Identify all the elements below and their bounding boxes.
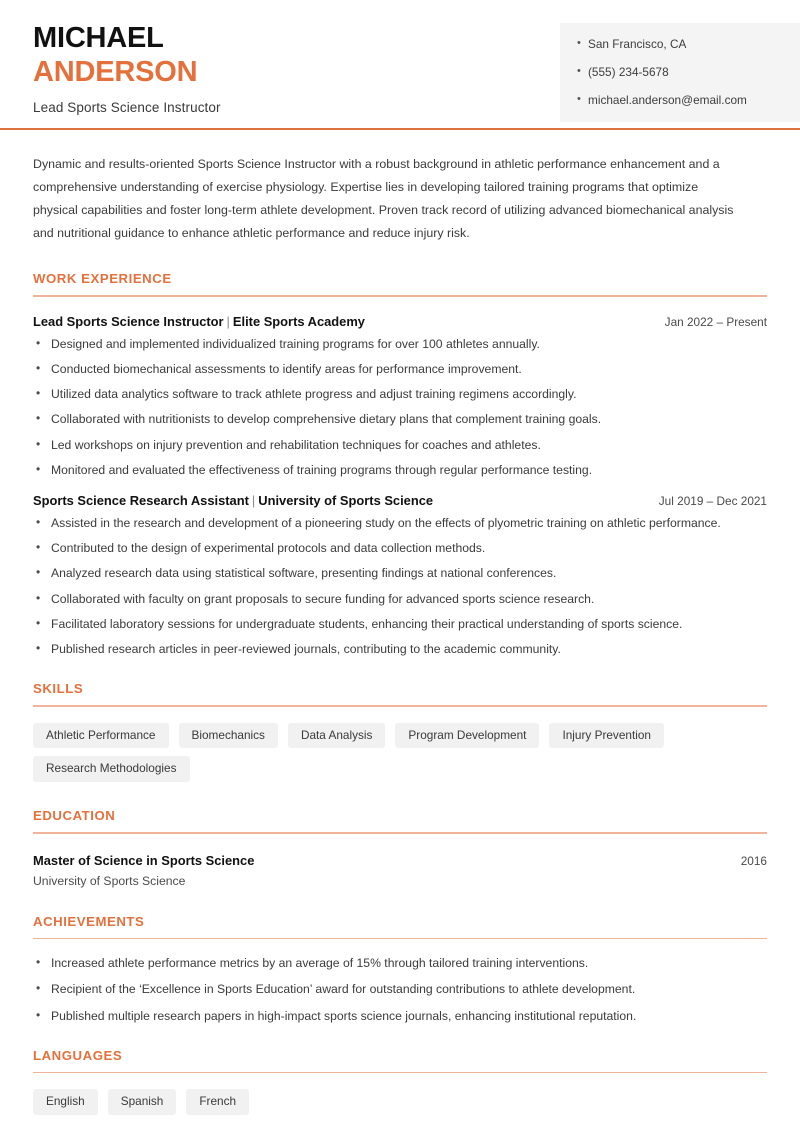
section-achievements [33,914,767,1022]
section-rule [33,832,767,834]
bullet-item: • Analyzed research data using statistical software, presenting findings at national conferences. [33,567,767,579]
bullet-item: • Recipient of the ‘Excellence in Sports Education’ award for outstanding contributions to athlete development. [33,983,767,995]
contact-item-location: • San Francisco, CA [588,39,788,51]
skills-chip-list [33,723,767,783]
experience-role: Lead Sports Science Instructor [33,313,224,329]
education-entry-header [33,853,767,868]
section-rule [33,938,767,940]
skill-chip: Biomechanics [179,723,278,749]
bullet-item: • Designed and implemented individualized training programs for over 100 athletes annually. [33,338,767,350]
experience-title-line [33,314,365,329]
bullet-item: • Led workshops on injury prevention and rehabilitation techniques for coaches and athletes. [33,439,767,451]
bullet-item: • Collaborated with faculty on grant proposals to secure funding for advanced sports science research. [33,593,767,605]
resume-header [0,0,800,130]
languages-chip-list [33,1089,767,1115]
achievements-list [33,957,767,1022]
resume-content [0,153,800,1115]
section-title-work-experience: WORK EXPERIENCE [33,271,172,287]
section-education [33,808,767,888]
section-rule [33,1072,767,1074]
experience-bullets [33,338,767,476]
skill-chip: Injury Prevention [549,723,664,749]
experience-date: Jul 2019 – Dec 2021 [658,493,767,508]
skill-chip: Program Development [395,723,539,749]
section-title-languages: LANGUAGES [33,1047,123,1063]
skill-chip: Data Analysis [288,723,385,749]
contact-box [560,23,800,122]
section-title-achievements: ACHIEVEMENTS [33,913,145,929]
experience-company: University of Sports Science [258,492,434,508]
section-rule [33,705,767,707]
experience-title-line [33,493,433,508]
skill-chip: Research Methodologies [33,756,190,782]
bullet-item: • Conducted biomechanical assessments to identify areas for performance improvement. [33,363,767,375]
section-title-education: EDUCATION [33,808,116,824]
experience-entry-header [33,493,767,508]
bullet-item: • Published multiple research papers in high-impact sports science journals, enhancing institutional reputation. [33,1010,767,1022]
experience-bullets [33,517,767,655]
section-languages [33,1048,767,1115]
contact-list [560,39,800,106]
experience-company: Elite Sports Academy [232,313,365,329]
education-year: 2016 [740,853,767,868]
experience-entry-header [33,314,767,329]
experience-date: Jan 2022 – Present [664,314,767,329]
bullet-item: • Facilitated laboratory sessions for undergraduate students, enhancing their practical understanding of sports science. [33,618,767,630]
header-divider [0,128,800,130]
bullet-item: • Assisted in the research and development of a pioneering study on the effects of plyometric training on athletic performance. [33,517,767,529]
identity-block [0,0,221,115]
bullet-item: • Contributed to the design of experimental protocols and data collection methods. [33,542,767,554]
section-skills [33,681,767,782]
bullet-item: • Published research articles in peer-reviewed journals, contributing to the academic community. [33,643,767,655]
section-rule [33,295,767,297]
language-chip: English [33,1089,98,1115]
section-title-skills: SKILLS [33,681,84,697]
bullet-item: • Monitored and evaluated the effectiveness of training programs through regular performance testing. [33,464,767,476]
professional-summary: Dynamic and results-oriented Sports Science Instructor with a robust background in athletic performance enhancement and a comprehensive understanding of exercise physiology. Expertise lies in developing tailored training programs that optimize physical capabilities and foster long-term athlete development. Proven track record of utilizing advanced biomechanical analysis and nutritional guidance to enhance athletic performance and reduce injury risk. [33,157,734,241]
experience-entry [33,493,767,655]
bullet-item: • Increased athlete performance metrics by an average of 15% through tailored training interventions. [33,957,767,969]
language-chip: French [186,1089,249,1115]
language-chip: Spanish [108,1089,177,1115]
section-work-experience [33,271,767,655]
contact-item-phone[interactable]: • (555) 234-5678 [588,67,788,79]
education-school: University of Sports Science [33,873,186,888]
title-separator: | [226,313,230,329]
skill-chip: Athletic Performance [33,723,169,749]
education-entry [33,853,767,888]
bullet-item: • Collaborated with nutritionists to develop comprehensive dietary plans that complement training goals. [33,413,767,425]
first-name: MICHAEL [33,22,164,54]
bullet-item: • Utilized data analytics software to track athlete progress and adjust training regimens accordingly. [33,388,767,400]
title-separator: | [251,492,256,508]
last-name: ANDERSON [33,55,198,88]
education-degree: Master of Science in Sports Science [33,852,255,868]
contact-item-email[interactable]: • michael.anderson@email.com [588,95,788,107]
job-title: Lead Sports Science Instructor [33,100,221,116]
experience-role: Sports Science Research Assistant [33,492,249,508]
experience-entry [33,314,767,476]
